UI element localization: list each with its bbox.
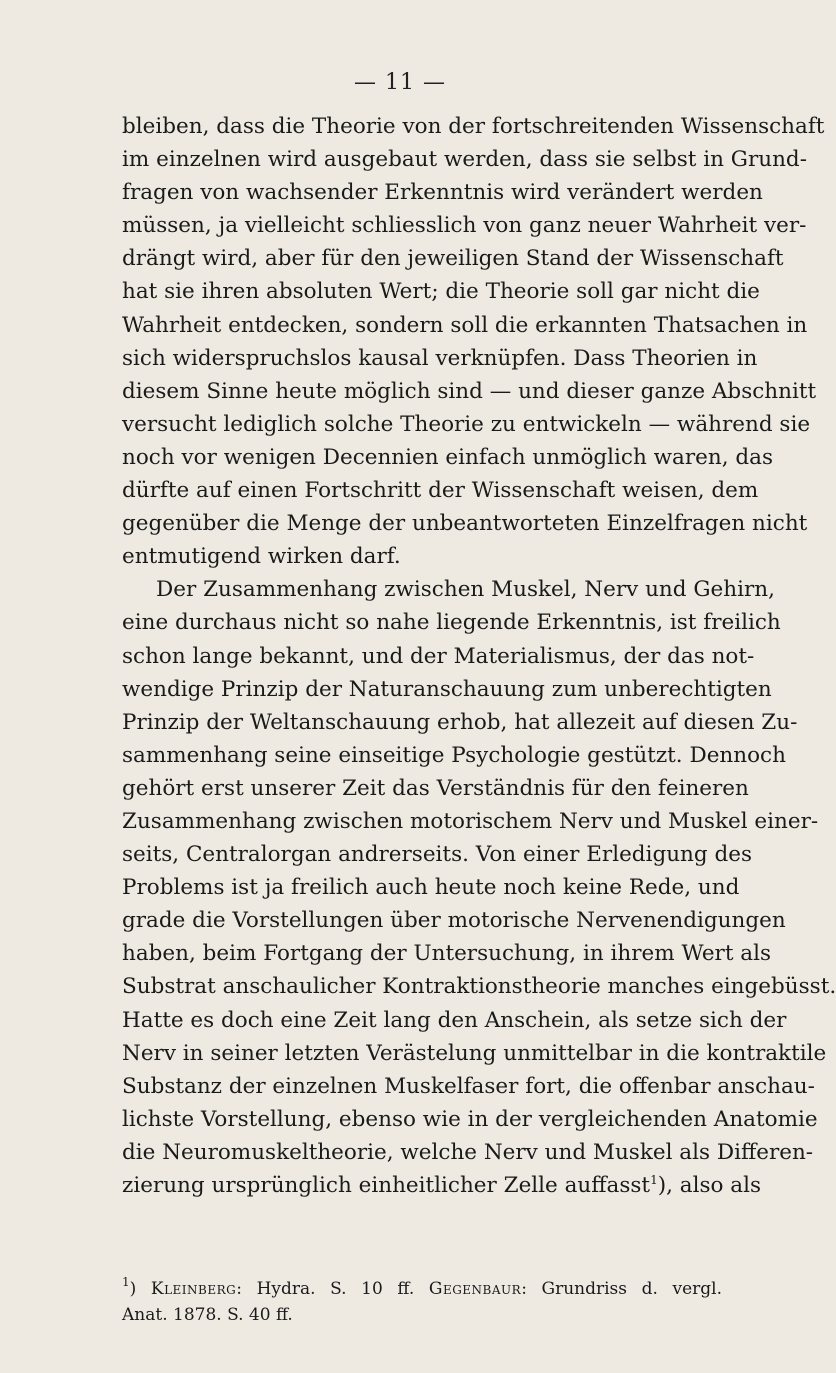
text-line: müssen, ja vielleicht schliesslich von ganz neuer Wahrheit ver- xyxy=(122,213,807,239)
text-line: gehört erst unserer Zeit das Verständnis für den feineren xyxy=(122,775,749,801)
footnote-line-2: Anat. 1878. S. 40 ff. xyxy=(122,1305,293,1325)
text-line: dürfte auf einen Fortschritt der Wissenschaft weisen, dem xyxy=(122,478,759,504)
text-line: fragen von wachsender Erkenntnis wird verändert werden xyxy=(122,180,763,206)
footnote-author-1: Kleinberg xyxy=(150,1279,237,1299)
text-line: Prinzip der Weltanschauung erhob, hat allezeit auf diesen Zu- xyxy=(122,709,798,735)
text-line: noch vor wenigen Decennien einfach unmöglich waren, das xyxy=(122,444,773,470)
text-line: Zusammenhang zwischen motorischem Nerv und Muskel einer- xyxy=(122,808,819,834)
text-line: Hatte es doch eine Zeit lang den Anschein, als setze sich der xyxy=(122,1007,787,1033)
footnote-text-1: : Hydra. S. 10 ff. xyxy=(236,1279,429,1299)
text-line: entmutigend wirken darf. xyxy=(122,544,401,570)
text-line: bleiben, dass die Theorie von der fortschreitenden Wissenschaft xyxy=(122,114,825,139)
text-line: schon lange bekannt, und der Materialismus, der das not- xyxy=(122,643,755,669)
text-line: Problems ist ja freilich auch heute noch keine Rede, und xyxy=(122,875,740,901)
footnote-author-2: Gegenbaur xyxy=(428,1279,522,1299)
text-line: sich widerspruchslos kausal verknüpfen. Dass Theorien in xyxy=(122,345,758,371)
text-line: drängt wird, aber für den jeweiligen Stand der Wissenschaft xyxy=(122,246,784,272)
text-line-final xyxy=(122,1169,762,1202)
text-line: sammenhang seine einseitige Psychologie gestützt. Dennoch xyxy=(122,742,786,768)
text-line: wendige Prinzip der Naturanschauung zum unberechtigten xyxy=(122,676,772,702)
footnote-marker: 1 xyxy=(122,1275,130,1289)
text-line: Wahrheit entdecken, sondern soll die erkannten Thatsachen in xyxy=(122,312,808,338)
text-line: grade die Vorstellungen über motorische Nervenendigungen xyxy=(122,908,786,934)
text-line: versucht lediglich solche Theorie zu entwickeln — während sie xyxy=(122,411,811,437)
text-line: die Neuromuskeltheorie, welche Nerv und Muskel als Differen- xyxy=(122,1139,814,1165)
footnote-line-1: $^1$) Kleinberg: Hydra. S. 10 ff. Gegenbaur: Grundriss d. vergl. xyxy=(122,1275,722,1299)
body-text xyxy=(122,110,836,1202)
final-line-text: zierung ursprünglich einheitlicher Zelle auffasst xyxy=(122,1173,651,1198)
footnote-text-2: : Grundriss d. vergl. xyxy=(521,1279,722,1299)
text-line: Substrat anschaulicher Kontraktionstheorie manches eingebüsst. xyxy=(122,974,836,1000)
footnote xyxy=(122,1276,722,1328)
text-line: lichste Vorstellung, ebenso wie in der vergleichenden Anatomie xyxy=(122,1106,818,1132)
text-line: seits, Centralorgan andrerseits. Von einer Erledigung des xyxy=(122,842,753,868)
text-line: diesem Sinne heute möglich sind — und dieser ganze Abschnitt xyxy=(122,378,817,404)
text-line: Der Zusammenhang zwischen Muskel, Nerv und Gehirn, xyxy=(156,577,775,603)
paragraph-2 xyxy=(122,573,836,1169)
page-number-header: — 11 — xyxy=(354,70,446,95)
paragraph-1 xyxy=(122,110,825,573)
text-line: im einzelnen wird ausgebaut werden, dass sie selbst in Grund- xyxy=(122,147,807,173)
final-line-tail: ), also als xyxy=(657,1173,762,1198)
text-line: eine durchaus nicht so nahe liegende Erkenntnis, ist freilich xyxy=(122,610,781,636)
footnote-reference-marker: 1 xyxy=(650,1173,658,1187)
text-line: Substanz der einzelnen Muskelfaser fort, die offenbar anschau- xyxy=(122,1073,815,1099)
text-line: Nerv in seiner letzten Verästelung unmittelbar in die kontraktile xyxy=(122,1040,827,1066)
text-line: haben, beim Fortgang der Untersuchung, in ihrem Wert als xyxy=(122,941,772,967)
text-line: hat sie ihren absoluten Wert; die Theorie soll gar nicht die xyxy=(122,279,760,305)
text-line: gegenüber die Menge der unbeantworteten Einzelfragen nicht xyxy=(122,511,808,537)
